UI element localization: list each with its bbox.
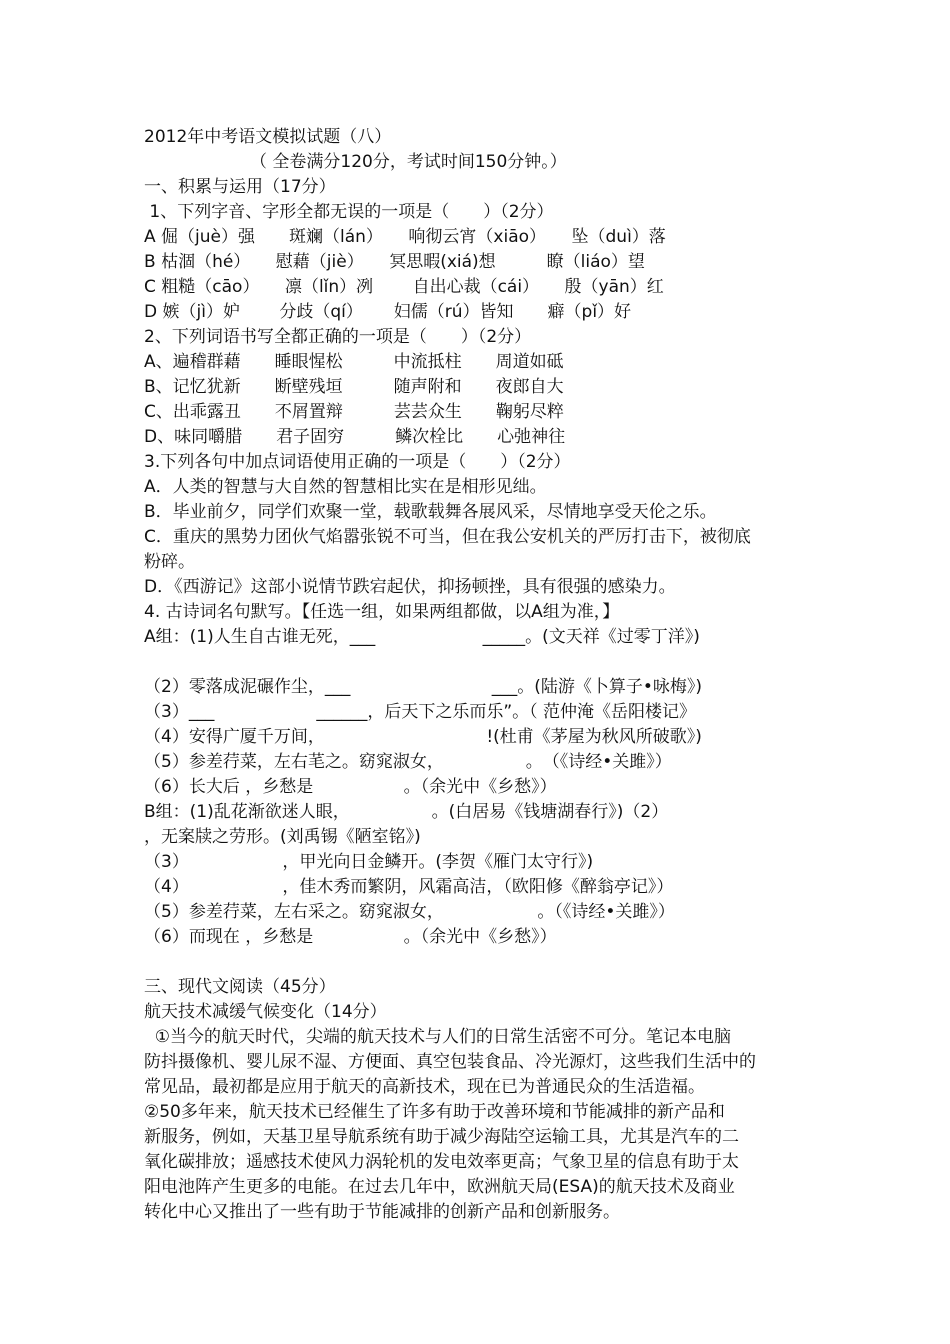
paragraph2-line2: 新服务，例如，天基卫星导航系统有助于减少海陆空运输工具，尤其是汽车的二	[144, 1127, 739, 1147]
q4-group-a-1: A组：(1)人生自古谁无死，___ _____。(文天祥《过零丁洋》)	[144, 627, 700, 647]
section3-heading: 三、现代文阅读（45分）	[144, 977, 336, 997]
q3-option-c-line1: C．重庆的黑势力团伙气焰嚣张锐不可当，但在我公安机关的严厉打击下，被彻底	[144, 527, 751, 547]
q3-option-c-line2: 粉碎。	[144, 552, 195, 572]
q3-option-d: D．《西游记》这部小说情节跌宕起伏，抑扬顿挫，具有很强的感染力。	[144, 577, 676, 597]
page-subtitle: （ 全卷满分120分，考试时间150分钟。）	[250, 152, 567, 172]
q3-option-b: B．毕业前夕，同学们欢聚一堂，载歌载舞各展风采，尽情地享受天伦之乐。	[144, 502, 717, 522]
section1-heading: 一、积累与运用（17分）	[144, 177, 336, 197]
q1-option-a: A 倔（juè）强 斑斓（lán） 响彻云宵（xiāo） 坠（duì）落	[144, 227, 666, 247]
q4-group-a-6: （6）长大后 ，乡愁是 。（余光中《乡愁》）	[144, 777, 557, 797]
q3-option-a: A．人类的智慧与大自然的智慧相比实在是相形见绌。	[144, 477, 547, 497]
q4-group-a-2: （2）零落成泥碾作尘，___ ___。(陆游《卜算子•咏梅》)	[144, 677, 703, 697]
q2-option-b: B、记忆犹新 断壁残垣 随声附和 夜郎自大	[144, 377, 564, 397]
q2-option-c: C、出乖露丑 不屑置辩 芸芸众生 鞠躬尽粹	[144, 402, 564, 422]
q4-group-b-1: B组：(1)乱花渐欲迷人眼， 。(白居易《钱塘湖春行》)（2）	[144, 802, 669, 822]
q2-option-a: A、遍稽群藉 睡眼惺松 中流抵柱 周道如砥	[144, 352, 564, 372]
q4-group-b-2: ，无案牍之劳形。(刘禹锡《陋室铭》)	[144, 827, 421, 847]
paragraph2-line4: 阳电池阵产生更多的电能。在过去几年中，欧洲航天局(ESA)的航天技术及商业	[144, 1177, 735, 1197]
q1-option-c: C 粗糙（cāo） 凛（lǐn）冽 自出心裁（cái） 殷（yān）红	[144, 277, 664, 297]
q4-group-b-6: （6）而现在 ，乡愁是 。（余光中《乡愁》）	[144, 927, 557, 947]
paragraph1-line2: 防抖摄像机、婴儿尿不湿、方便面、真空包装食品、冷光源灯，这些我们生活中的	[144, 1052, 756, 1072]
q4-group-a-4: （4）安得广厦千万间， !(杜甫《茅屋为秋风所破歌》)	[144, 727, 702, 747]
q4-group-a-3: （3）___ ______，后天下之乐而乐”。（ 范仲淹《岳阳楼记》	[144, 702, 697, 722]
q4-group-b-4: （4） ，佳木秀而繁阴，风霜高洁，（欧阳修《醉翁亭记》）	[144, 877, 674, 897]
paragraph1-line1: ①当今的航天时代，尖端的航天技术与人们的日常生活密不可分。笔记本电脑	[144, 1027, 732, 1047]
q4-stem: 4. 古诗词名句默写。【任选一组，如果两组都做，以A组为准，】	[144, 602, 620, 622]
page-title: 2012年中考语文模拟试题（八）	[144, 127, 392, 147]
article-title: 航天技术减缓气候变化（14分）	[144, 1002, 387, 1022]
q4-group-a-5: （5）参差荇菜，左右芼之。窈窕淑女， 。 （《诗经•关雎》）	[144, 752, 672, 772]
paragraph2-line3: 氧化碳排放；遥感技术使风力涡轮机的发电效率更高；气象卫星的信息有助于太	[144, 1152, 739, 1172]
q1-stem: 1、下列字音、字形全都无误的一项是（ ）（2分）	[144, 202, 554, 222]
q1-option-b: B 枯涸（hé） 慰藉（jiè） 冥思暇(xiá)想 瞭（liáo）望	[144, 252, 645, 272]
q4-group-b-5: （5）参差荇菜，左右采之。窈窕淑女， 。（《诗经•关雎》）	[144, 902, 675, 922]
q2-stem: 2、下列词语书写全都正确的一项是（ ）（2分）	[144, 327, 532, 347]
q2-option-d: D、味同嚼腊 君子固穷 鳞次栓比 心弛神往	[144, 427, 566, 447]
paragraph2-line5: 转化中心又推出了一些有助于节能减排的创新产品和创新服务。	[144, 1202, 620, 1222]
q4-group-b-3: （3） ，甲光向日金鳞开。(李贺《雁门太守行》)	[144, 852, 594, 872]
paragraph2-line1: ②50多年来，航天技术已经催生了许多有助于改善环境和节能减排的新产品和	[144, 1102, 725, 1122]
paragraph1-line3: 常见品，最初都是应用于航天的高新技术，现在已为普通民众的生活造福。	[144, 1077, 705, 1097]
q3-stem: 3.下列各句中加点词语使用正确的一项是（ ）（2分）	[144, 452, 571, 472]
q1-option-d: D 嫉（jì）妒 分歧（qí） 妇儒（rú）皆知 癖（pǐ）好	[144, 302, 632, 322]
